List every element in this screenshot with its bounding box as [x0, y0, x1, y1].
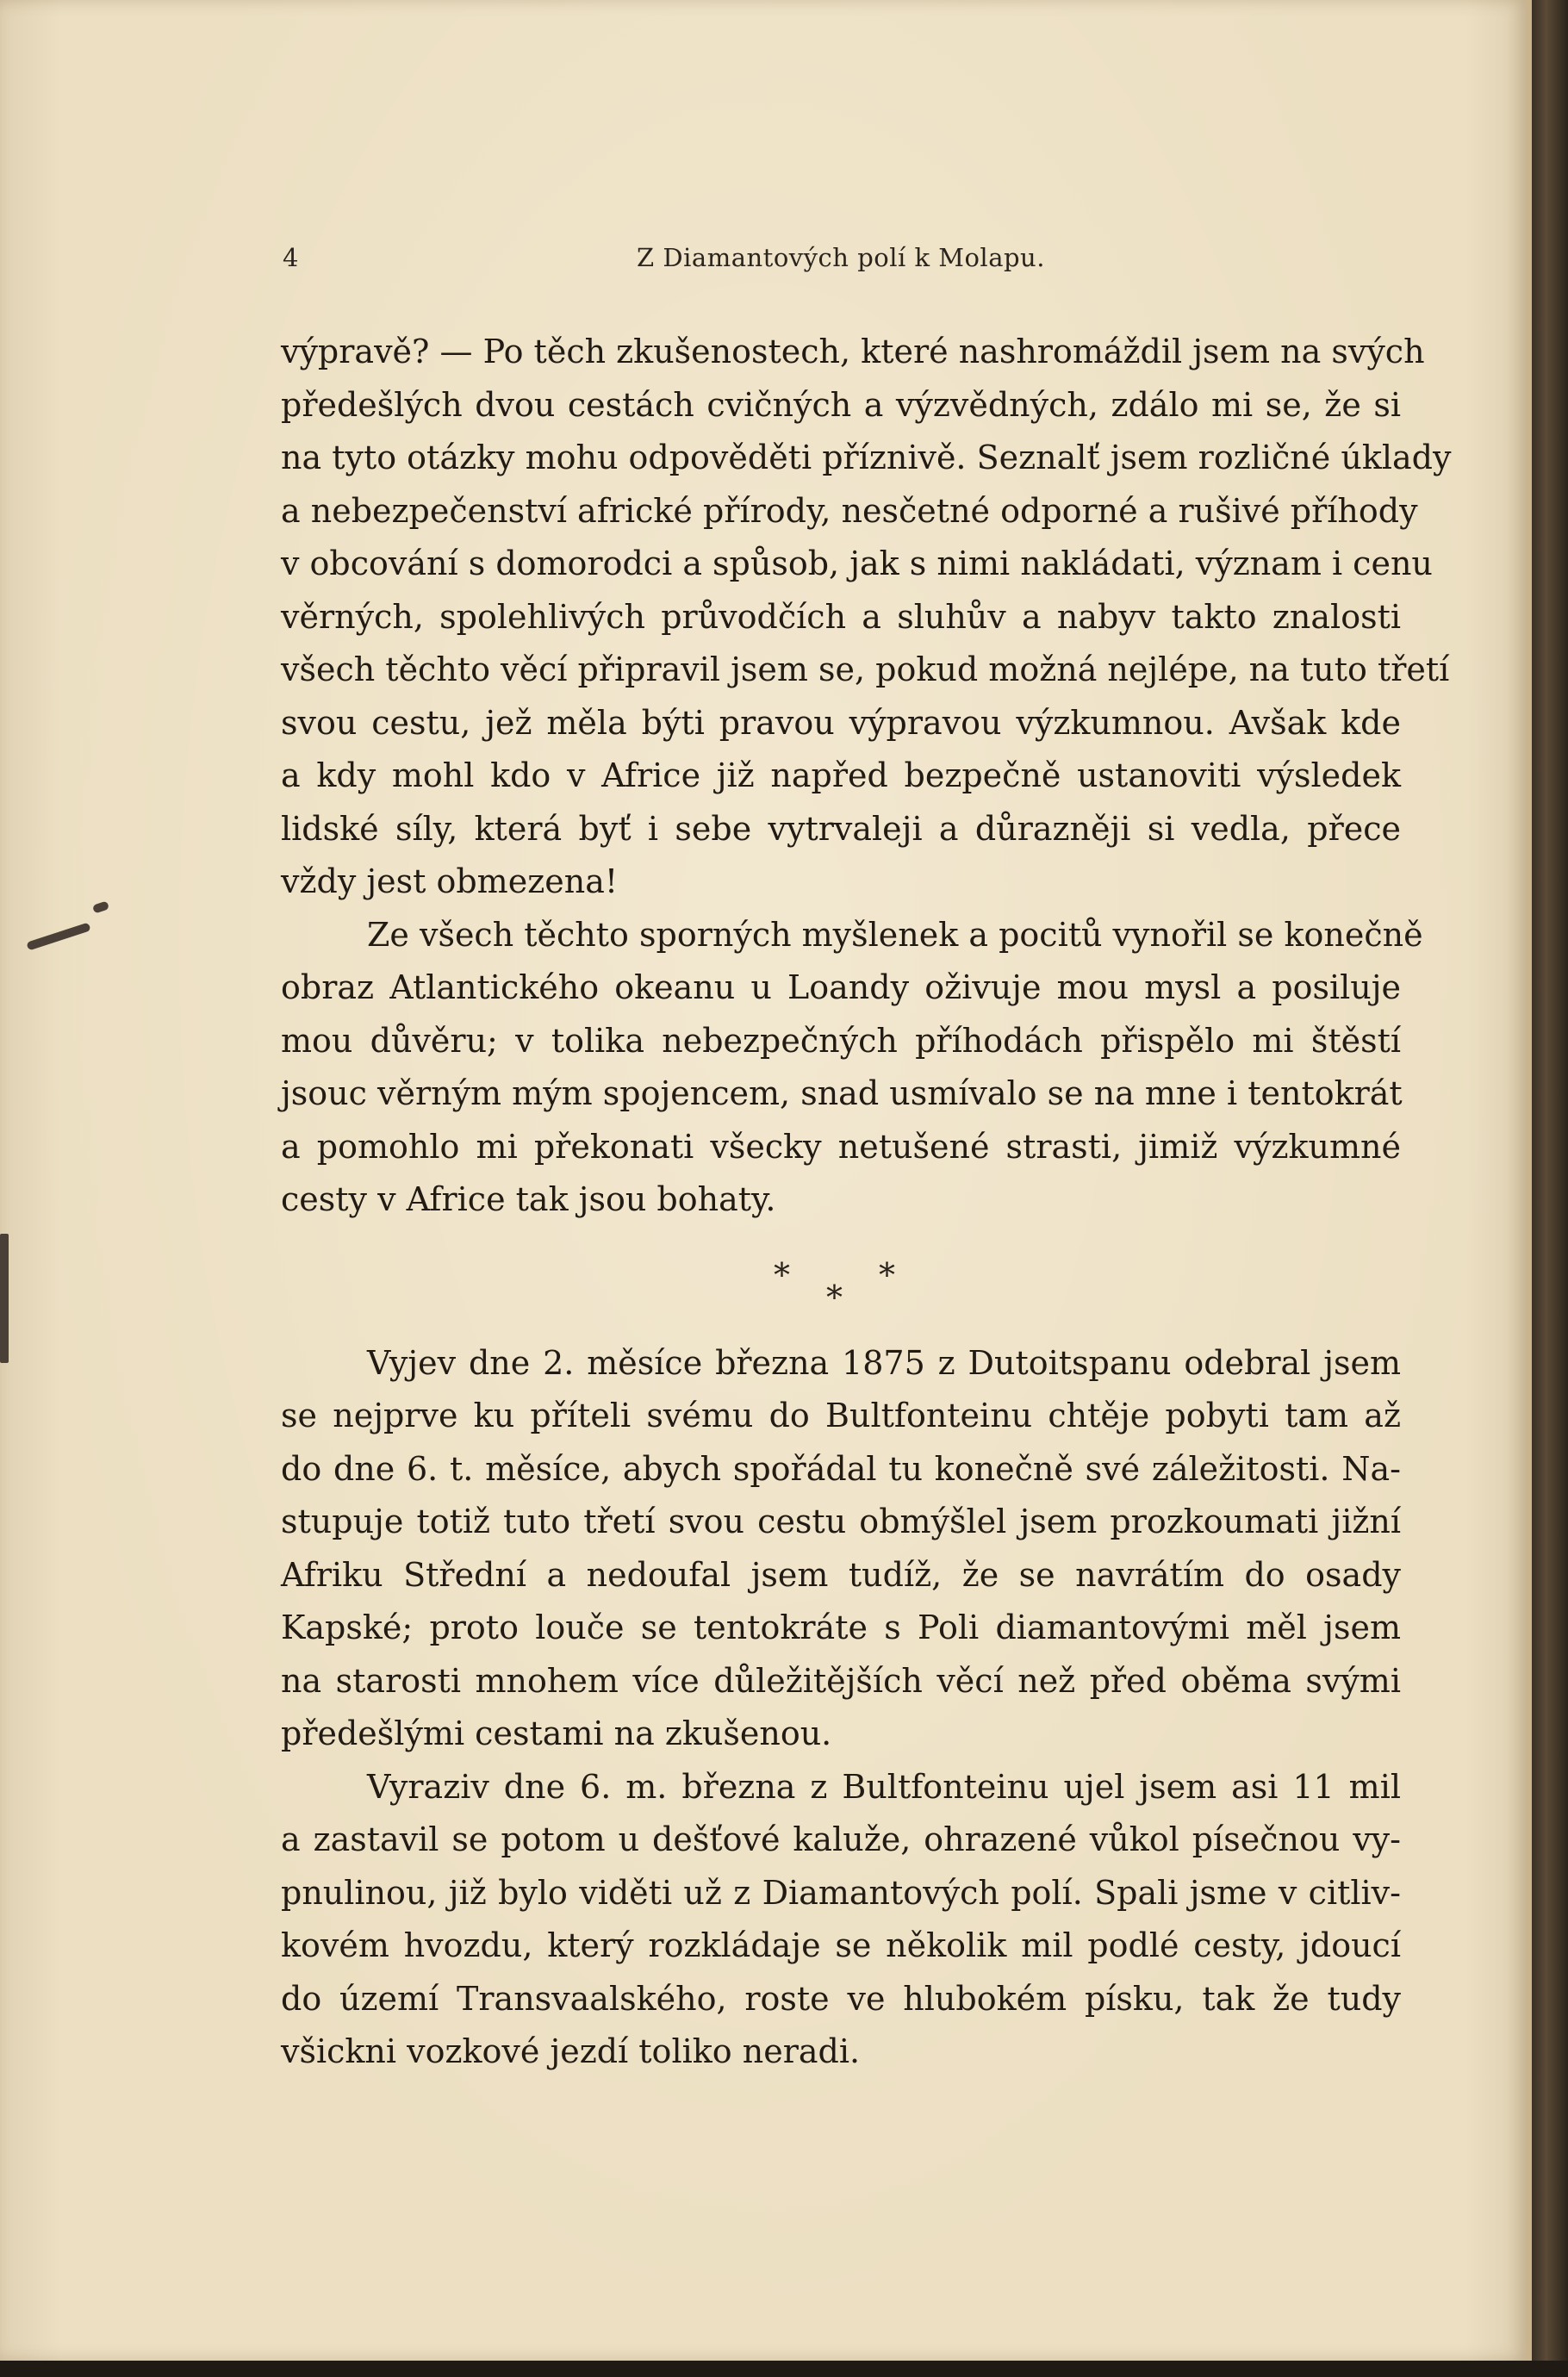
text-line: věrných, spolehlivých průvodčích a sluhův a nabyv takto znalosti — [281, 597, 1401, 636]
paragraph-4 — [281, 1761, 1401, 2079]
text-line: Ze všech těchto sporných myšlenek a pocitů vynořil se konečně — [367, 915, 1423, 954]
text-line: lidské síly, která byť i sebe vytrvaleji a důrazněji si vedla, přece — [281, 809, 1401, 848]
body-text — [281, 326, 1452, 2079]
book-binding-edge — [1532, 0, 1568, 2377]
separator-star-middle: * — [826, 1278, 843, 1316]
text-line: Vyraziv dne 6. m. března z Bultfonteinu ujel jsem asi 11 mil — [367, 1767, 1401, 1806]
text-line: všickni vozkové jezdí toliko neradi. — [281, 2032, 861, 2070]
text-line: výpravě? — Po těch zkušenostech, které nashromáždil jsem na svých — [281, 333, 1425, 370]
text-line: do území Transvaalského, roste ve hlubokém písku, tak že tudy — [281, 1979, 1401, 2018]
text-line: na starosti mnohem více důležitějších věcí než před oběma svými — [281, 1661, 1401, 1700]
running-title: Z Diamantových polí k Molapu. — [637, 243, 1045, 272]
text-line: a kdy mohl kdo v Africe již napřed bezpečně ustanoviti výsledek — [281, 756, 1401, 794]
text-line: jsouc věrným mým spojencem, snad usmívalo se na mne i tentokrát — [281, 1074, 1403, 1112]
text-line: a pomohlo mi překonati všecky netušené strasti, jimiž výzkumné — [281, 1127, 1401, 1166]
paragraph-3 — [281, 1337, 1401, 1761]
text-line: vždy jest obmezena! — [281, 862, 619, 900]
text-line: a zastavil se potom u dešťové kaluže, ohrazené vůkol písečnou vy- — [281, 1820, 1401, 1858]
paragraph-1 — [281, 326, 1452, 909]
section-separator — [281, 1227, 1401, 1337]
text-line: kovém hvozdu, který rozkládaje se několik mil podlé cesty, jdoucí — [281, 1926, 1401, 1964]
running-head — [283, 243, 1399, 274]
text-line: Afriku Střední a nedoufal jsem tudíž, že se navrátím do osady — [281, 1555, 1401, 1594]
text-line: všech těchto věcí připravil jsem se, pokud možná nejlépe, na tuto třetí — [281, 650, 1450, 688]
paragraph-2 — [281, 909, 1423, 1227]
text-line: do dne 6. t. měsíce, abych spořádal tu konečně své záležitosti. Na- — [281, 1449, 1401, 1488]
separator-star-left: * — [774, 1255, 790, 1294]
text-line: se nejprve ku příteli svému do Bultfonteinu chtěje pobyti tam až — [281, 1397, 1401, 1434]
text-line: v obcování s domorodci a spůsob, jak s nimi nakládati, význam i cenu — [281, 544, 1433, 582]
text-line: na tyto otázky mohu odpověděti příznivě. Seznalť jsem rozličné úklady — [281, 439, 1452, 476]
text-line: cesty v Africe tak jsou bohaty. — [281, 1180, 776, 1218]
text-line: obraz Atlantického okeanu u Loandy oživuje mou mysl a posiluje — [281, 968, 1401, 1006]
text-line: svou cestu, jež měla býti pravou výpravou výzkumnou. Avšak kde — [281, 703, 1401, 742]
text-line: mou důvěru; v tolika nebezpečných příhodách přispělo mi štěstí — [281, 1021, 1401, 1060]
margin-edge-mark — [0, 1234, 9, 1363]
text-line: pnulinou, již bylo viděti už z Diamantových polí. Spali jsme v citliv- — [281, 1873, 1401, 1912]
text-line: předešlými cestami na zkušenou. — [281, 1714, 832, 1752]
text-line: Kapské; proto louče se tentokráte s Poli diamantovými měl jsem — [281, 1609, 1401, 1646]
scan-bottom-edge — [0, 2361, 1568, 2377]
text-line: Vyjev dne 2. měsíce března 1875 z Dutoitspanu odebral jsem — [367, 1343, 1401, 1382]
page-number: 4 — [283, 243, 299, 272]
text-line: předešlých dvou cestách cvičných a výzvědných, zdálo mi se, že si — [281, 385, 1401, 424]
separator-star-right: * — [879, 1255, 895, 1294]
text-line: stupuje totiž tuto třetí svou cestu obmýšlel jsem prozkoumati jižní — [281, 1503, 1401, 1540]
text-line: a nebezpečenství africké přírody, nesčetné odporné a rušivé příhody — [281, 491, 1418, 530]
